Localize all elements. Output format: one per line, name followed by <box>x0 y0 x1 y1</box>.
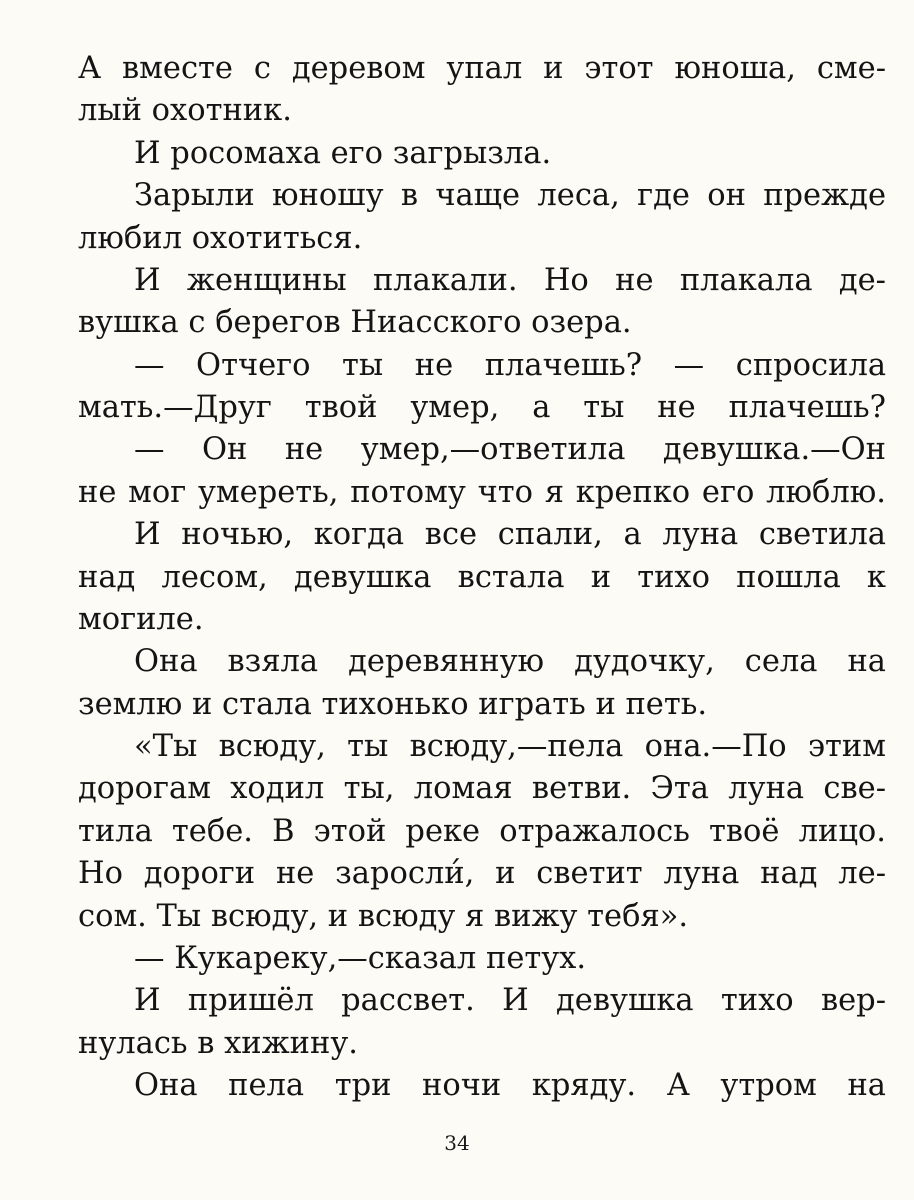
text-line: могиле. <box>78 602 204 637</box>
text-line: тила тебе. В этой реке отражалось твоё лицо. <box>78 814 886 849</box>
text-line: — Кукареку,—сказал петух. <box>134 941 587 976</box>
text-line: любил охотиться. <box>78 221 363 256</box>
text-line: И росомаха его загрызла. <box>134 136 552 171</box>
page-number: 34 <box>444 1131 470 1155</box>
text-line: нулась в хижину. <box>78 1026 358 1061</box>
text-line: И пришёл рассвет. И девушка тихо вер- <box>134 983 886 1018</box>
text-line: «Ты всюду, ты всюду,—пела она.—По этим <box>134 729 886 764</box>
text-line: землю и стала тихонько играть и петь. <box>78 687 708 722</box>
text-line: И женщины плакали. Но не плакала де- <box>134 263 886 298</box>
text-line: Но дороги не заросли́, и светит луна над ле- <box>78 856 886 891</box>
text-line: И ночью, когда все спали, а луна светила <box>134 517 886 552</box>
text-line: Она взяла деревянную дудочку, села на <box>134 644 886 679</box>
text-line: не мог умереть, потому что я крепко его люблю. <box>78 475 886 510</box>
text-line: — Он не умер,—ответила девушка.—Он <box>134 432 886 467</box>
text-line: Зарыли юношу в чаще леса, где он прежде <box>134 178 886 213</box>
text-line: лый охотник. <box>78 93 292 128</box>
text-line: мать.—Друг твой умер, а ты не плачешь? <box>78 390 886 425</box>
text-line: А вместе с деревом упал и этот юноша, сме- <box>78 51 886 86</box>
text-line: Она пела три ночи кряду. А утром на <box>134 1068 886 1103</box>
text-line: сом. Ты всюду, и всюду я вижу тебя». <box>78 899 689 934</box>
text-line: — Отчего ты не плачешь? — спросила <box>134 348 886 383</box>
text-line: вушка с берегов Ниасского озера. <box>78 305 632 340</box>
text-line: дорогам ходил ты, ломая ветви. Эта луна све- <box>78 771 886 806</box>
text-line: над лесом, девушка встала и тихо пошла к <box>78 560 886 595</box>
